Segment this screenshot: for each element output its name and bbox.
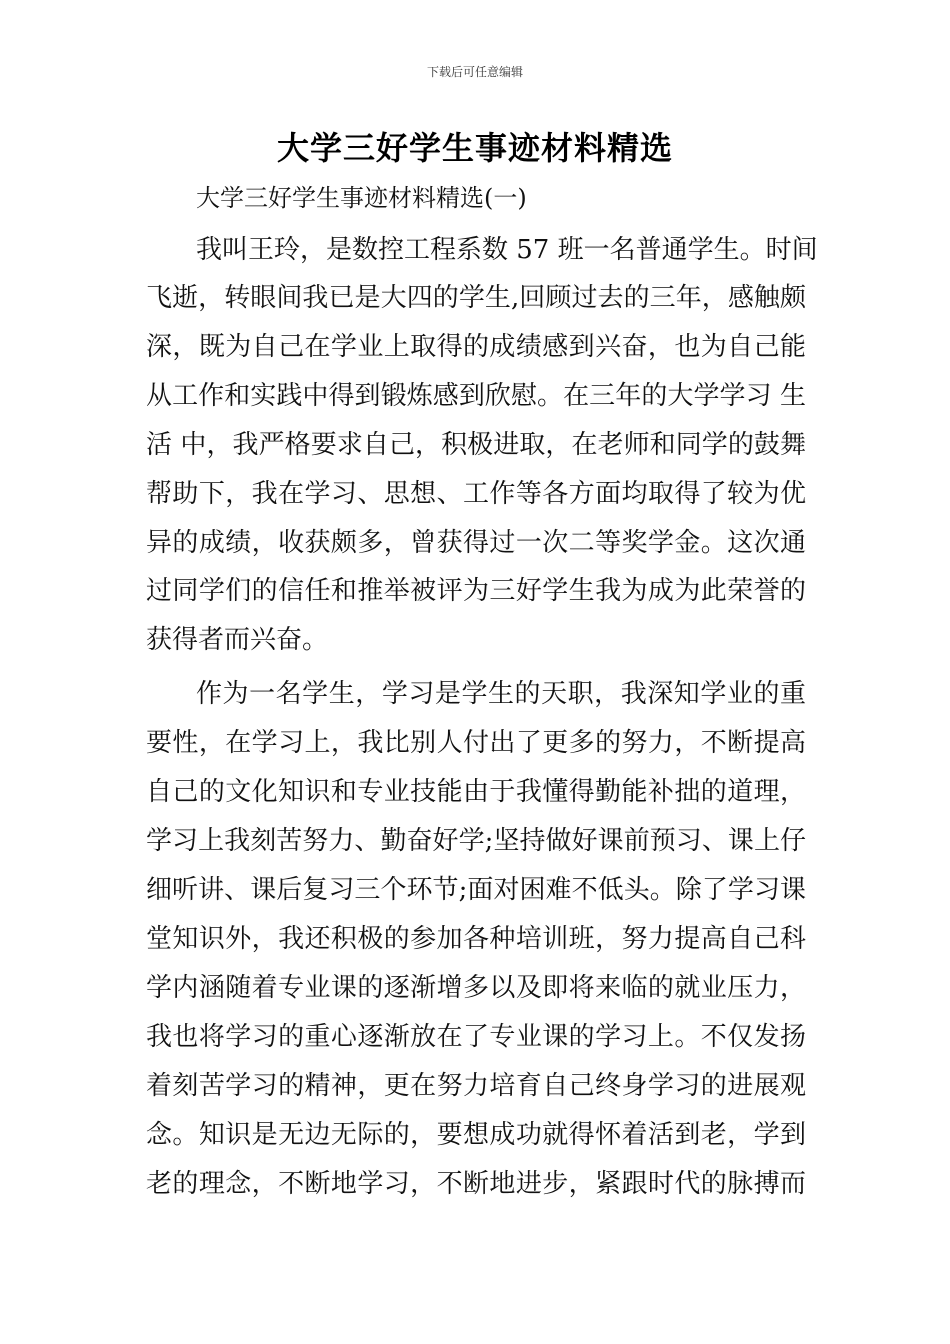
- paragraph-line: 着刻苦学习的精神，更在努力培育自己终身学习的进展观: [146, 1071, 806, 1101]
- paragraph-line: 深，既为自己在学业上取得的成绩感到兴奋，也为自己能: [146, 332, 806, 362]
- paragraph-line: 学内涵随着专业课的逐渐增多以及即将来临的就业压力，: [146, 973, 806, 1003]
- paragraph-line: 活 中，我严格要求自己，积极进取，在老师和同学的鼓舞: [146, 430, 806, 460]
- paragraph-line: 帮助下，我在学习、思想、工作等各方面均取得了较为优: [146, 479, 806, 509]
- paragraph-line: 我也将学习的重心逐渐放在了专业课的学习上。不仅发扬: [146, 1022, 806, 1052]
- document-subtitle: 大学三好学生事迹材料精选(一): [196, 184, 527, 212]
- header-note: 下载后可任意编辑: [426, 65, 523, 79]
- paragraph-line: 要性，在学习上，我比别人付出了更多的努力，不断提高: [146, 728, 806, 758]
- paragraph-line: 学习上我刻苦努力、勤奋好学;坚持做好课前预习、课上仔: [146, 826, 806, 856]
- paragraph-line: 飞逝，转眼间我已是大四的学生,回顾过去的三年，感触颇: [146, 283, 806, 313]
- paragraph-line: 自己的文化知识和专业技能由于我懂得勤能补拙的道理，: [146, 777, 806, 807]
- paragraph-line: 细听讲、课后复习三个环节;面对困难不低头。除了学习课: [146, 875, 806, 905]
- paragraph-line: 念。知识是无边无际的，要想成功就得怀着活到老，学到: [146, 1120, 806, 1150]
- paragraph-line: 从工作和实践中得到锻炼感到欣慰。在三年的大学学习 生: [146, 381, 806, 411]
- paragraph-line: 老的理念，不断地学习，不断地进步，紧跟时代的脉搏而: [146, 1169, 806, 1199]
- paragraph-line: 作为一名学生，学习是学生的天职，我深知学业的重: [196, 679, 806, 709]
- paragraph-line: 我叫王玲，是数控工程系数 57 班一名普通学生。时间: [196, 235, 818, 265]
- paragraph-line: 异的成绩，收获颇多，曾获得过一次二等奖学金。这次通: [146, 528, 806, 558]
- paragraph-line: 过同学们的信任和推举被评为三好学生我为成为此荣誉的: [146, 576, 806, 606]
- document-title: 大学三好学生事迹材料精选: [276, 129, 673, 167]
- paragraph-line: 堂知识外，我还积极的参加各种培训班，努力提高自己科: [146, 924, 806, 954]
- paragraph-line: 获得者而兴奋。: [146, 625, 329, 655]
